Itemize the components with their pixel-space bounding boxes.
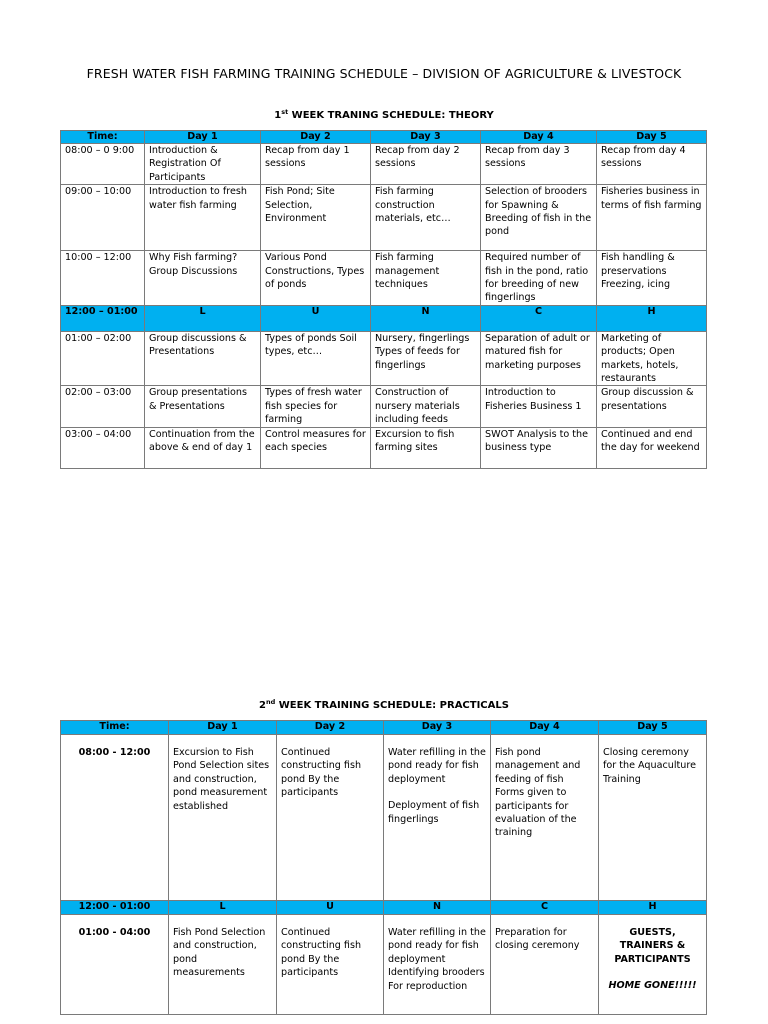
- day3-cell: Nursery, fingerlings Types of feeds for fingerlings: [371, 331, 481, 386]
- day4-cell: Selection of brooders for Spawning & Breeding of fish in the pond: [481, 185, 597, 251]
- day2-cell: Control measures for each species: [261, 427, 371, 468]
- week1-heading-number: 1: [274, 110, 282, 121]
- lunch-letter: H: [597, 305, 707, 331]
- day2-cell: Various Pond Constructions, Types of ponds: [261, 251, 371, 306]
- day5-cell: Marketing of products; Open markets, hotels, restaurants: [597, 331, 707, 386]
- day2-cell: Continued constructing fish pond By the participants: [277, 735, 384, 901]
- day3-cell: Fish farming construction materials, etc…: [371, 185, 481, 251]
- time-cell: 10:00 – 12:00: [61, 251, 145, 306]
- table-row: [61, 331, 707, 386]
- day1-cell: Group presentations & Presentations: [145, 386, 261, 427]
- week1-heading-ordinal: st: [281, 108, 289, 116]
- week2-heading-ordinal: nd: [266, 698, 276, 706]
- table-header-row: [61, 131, 707, 144]
- day2-cell: Recap from day 1 sessions: [261, 144, 371, 185]
- week2-heading: [60, 698, 708, 711]
- time-cell: 03:00 – 04:00: [61, 427, 145, 468]
- table-header-row: [61, 721, 707, 735]
- day4-cell: Introduction to Fisheries Business 1: [481, 386, 597, 427]
- day5-cell: [599, 915, 707, 1015]
- day3-cell: Construction of nursery materials including feeds: [371, 386, 481, 427]
- day1-cell: Excursion to Fish Pond Selection sites and construction, pond measurement established: [169, 735, 277, 901]
- day3-text-a: Water refilling in the pond ready for fish deployment: [388, 747, 486, 785]
- day4-cell: Required number of fish in the pond, ratio for breeding of new fingerlings: [481, 251, 597, 306]
- time-cell: 02:00 – 03:00: [61, 386, 145, 427]
- table-row: [61, 735, 707, 901]
- table-row: [61, 427, 707, 468]
- day2-cell: Types of ponds Soil types, etc…: [261, 331, 371, 386]
- day4-cell: Preparation for closing ceremony: [491, 915, 599, 1015]
- header-day3: Day 3: [371, 131, 481, 144]
- week1-heading: [60, 108, 708, 121]
- header-time: Time:: [61, 721, 169, 735]
- table-row: [61, 915, 707, 1015]
- header-day5: Day 5: [597, 131, 707, 144]
- day2-cell: Types of fresh water fish species for farming: [261, 386, 371, 427]
- day2-cell: Continued constructing fish pond By the participants: [277, 915, 384, 1015]
- day3-cell: Fish farming management techniques: [371, 251, 481, 306]
- lunch-letter: N: [384, 901, 491, 915]
- day5-cell: Fish handling & preservations Freezing, icing: [597, 251, 707, 306]
- day3-cell: Excursion to fish farming sites: [371, 427, 481, 468]
- week2-schedule-table: [60, 720, 707, 1015]
- lunch-row: [61, 305, 707, 331]
- document-title: FRESH WATER FISH FARMING TRAINING SCHEDULE – DIVISION OF AGRICULTURE & LIVESTOCK: [86, 66, 682, 81]
- table-row: [61, 185, 707, 251]
- day1-cell: Group discussions & Presentations: [145, 331, 261, 386]
- time-cell: 08:00 – 0 9:00: [61, 144, 145, 185]
- lunch-time-cell: 12:00 – 01:00: [61, 305, 145, 331]
- lunch-letter: H: [599, 901, 707, 915]
- lunch-letter: C: [491, 901, 599, 915]
- header-day1: Day 1: [169, 721, 277, 735]
- day3-cell: Water refilling in the pond ready for fish deployment Identifying brooders For reproduction: [384, 915, 491, 1015]
- time-cell: 09:00 – 10:00: [61, 185, 145, 251]
- day4-cell: Fish pond management and feeding of fish Forms given to participants for evaluation of the training: [491, 735, 599, 901]
- day3-text-b: Deployment of fish fingerlings: [388, 800, 480, 825]
- lunch-letter: U: [261, 305, 371, 331]
- day5-cell: Continued and end the day for weekend: [597, 427, 707, 468]
- day2-cell: Fish Pond; Site Selection, Environment: [261, 185, 371, 251]
- day5-cell: Recap from day 4 sessions: [597, 144, 707, 185]
- header-day1: Day 1: [145, 131, 261, 144]
- header-day5: Day 5: [599, 721, 707, 735]
- header-day4: Day 4: [481, 131, 597, 144]
- day1-cell: Continuation from the above & end of day 1: [145, 427, 261, 468]
- day4-cell: Recap from day 3 sessions: [481, 144, 597, 185]
- lunch-letter: C: [481, 305, 597, 331]
- table-row: [61, 251, 707, 306]
- lunch-letter: L: [169, 901, 277, 915]
- day3-cell: Recap from day 2 sessions: [371, 144, 481, 185]
- header-day2: Day 2: [261, 131, 371, 144]
- header-time: Time:: [61, 131, 145, 144]
- lunch-time-cell: 12:00 - 01:00: [61, 901, 169, 915]
- header-day4: Day 4: [491, 721, 599, 735]
- day5-cell: Group discussion & presentations: [597, 386, 707, 427]
- header-day2: Day 2: [277, 721, 384, 735]
- day5-cell: Fisheries business in terms of fish farming: [597, 185, 707, 251]
- time-cell: 01:00 - 04:00: [61, 915, 169, 1015]
- table-row: [61, 144, 707, 185]
- header-day3: Day 3: [384, 721, 491, 735]
- week1-schedule-table: [60, 130, 707, 469]
- time-cell: 01:00 – 02:00: [61, 331, 145, 386]
- day1-cell: Introduction & Registration Of Participants: [145, 144, 261, 185]
- week2-heading-number: 2: [259, 700, 266, 711]
- day4-cell: SWOT Analysis to the business type: [481, 427, 597, 468]
- lunch-letter: U: [277, 901, 384, 915]
- table-row: [61, 386, 707, 427]
- day1-cell: Why Fish farming? Group Discussions: [145, 251, 261, 306]
- day3-cell: [384, 735, 491, 901]
- day1-cell: Fish Pond Selection and construction, pond measurements: [169, 915, 277, 1015]
- lunch-letter: N: [371, 305, 481, 331]
- day1-cell: Introduction to fresh water fish farming: [145, 185, 261, 251]
- guests-text: GUESTS, TRAINERS & PARTICIPANTS: [614, 927, 691, 965]
- week2-heading-text: WEEK TRAINING SCHEDULE: PRACTICALS: [275, 700, 509, 711]
- week1-heading-text: WEEK TRANING SCHEDULE: THEORY: [288, 110, 494, 121]
- home-gone-text: HOME GONE!!!!!: [608, 980, 697, 992]
- lunch-letter: L: [145, 305, 261, 331]
- lunch-row: [61, 901, 707, 915]
- time-cell: 08:00 - 12:00: [61, 735, 169, 901]
- day5-cell: Closing ceremony for the Aquaculture Training: [599, 735, 707, 901]
- day4-cell: Separation of adult or matured fish for marketing purposes: [481, 331, 597, 386]
